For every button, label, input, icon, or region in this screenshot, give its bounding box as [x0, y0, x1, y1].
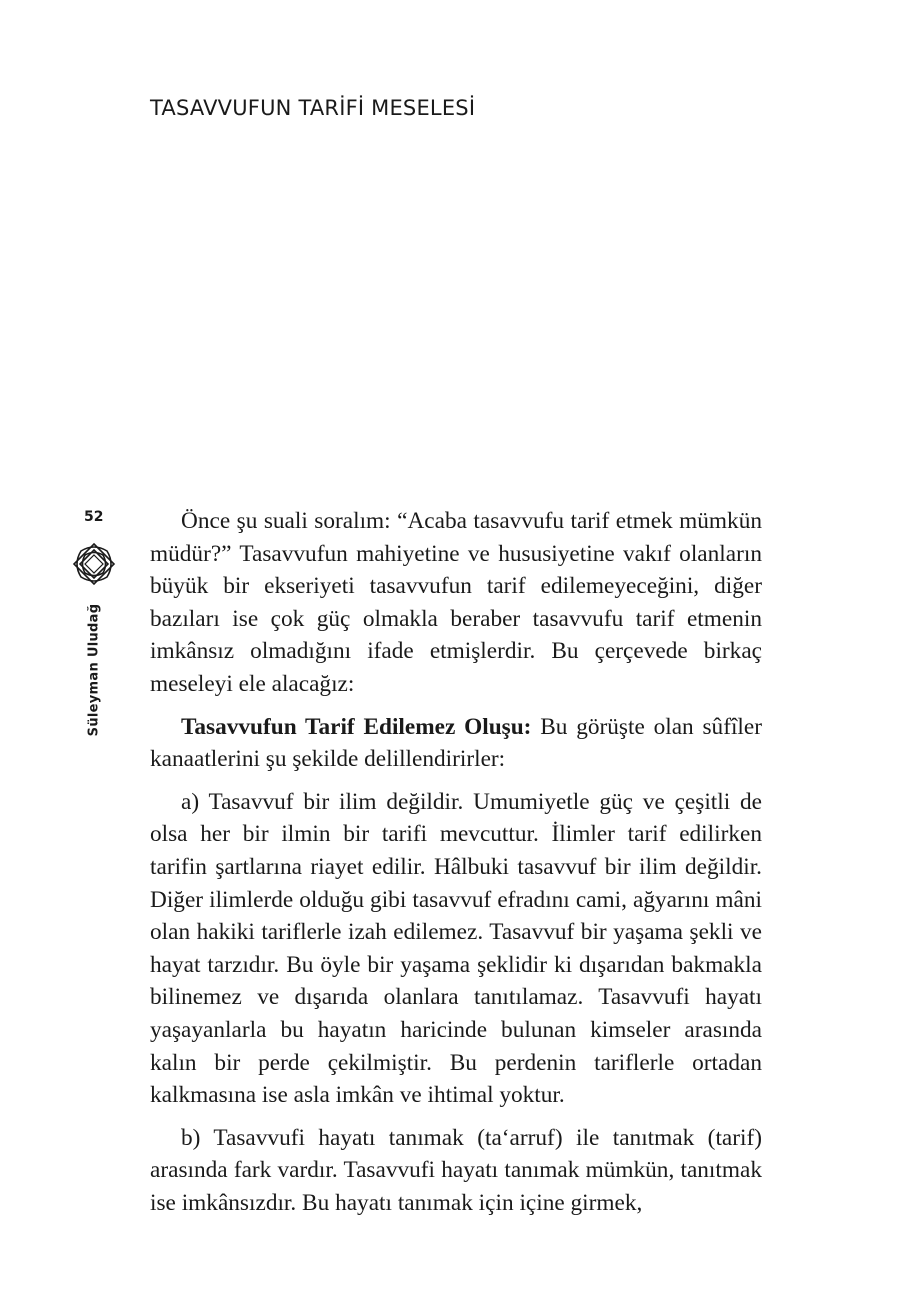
paragraph: Önce şu suali soralım: “Acaba tasavvufu tarif etmek mümkün müdür?” Tasavvufun mahiyetine ve hususiyetine vakıf olanların büyük bir ekseriyeti tasavvufun tarif edilemeyeceğini, diğer bazıları ise çok güç olmakla beraber tasavvufu tarif etmenin imkânsız olmadığını ifade etmişlerdir. Bu çerçevede birkaç meseleyi ele alacağız:	[150, 508, 762, 697]
paragraph: a) Tasavvuf bir ilim değildir. Umumiyetle güç ve çeşitli de olsa her bir ilmin bir tarifi mevcuttur. İlimler tarif edilirken tarifin şartlarına riayet edilir. Hâlbuki tasavvuf bir ilim değildir. Diğer ilimlerde olduğu gibi tasavvuf efradını cami, ağyarını mâni olan hakiki tariflerle izah edilemez. Tasavvuf bir yaşama şekli ve hayat tarzıdır. Bu öyle bir yaşama şeklidir ki dışarıdan bakmakla bilinemez ve dışarıda olanlara tanıtılamaz. Tasavvufi hayatı yaşayanlarla bu hayatın haricinde bulunan kimseler arasında kalın bir perde çekilmiştir. Bu perdenin tariflerle ortadan kalkmasına ise asla imkân ve ihtimal yoktur.	[150, 788, 762, 1109]
ornament-knot-icon	[71, 541, 117, 587]
author-name: Süleyman Uludağ	[86, 603, 102, 737]
paragraph	[150, 711, 762, 776]
body-text	[150, 505, 762, 1229]
paragraph: b) Tasavvufi hayatı tanımak (ta‘arruf) ile tanıtmak (tarif) arasında fark vardır. Tasavvufi hayatı tanımak mümkün, tanıtmak ise imkânsızdır. Bu hayatı tanımak için içine girmek,	[150, 1124, 762, 1216]
page-number: 52	[84, 509, 104, 525]
paragraph-lead: Tasavvufun Tarif Edilemez Oluşu:	[181, 713, 532, 740]
chapter-title: TASAVVUFUN TARİFİ MESELESİ	[150, 96, 476, 120]
paragraph-text: Bu görüşte olan sûfîler kanaatlerini şu şekilde delillendirirler:	[150, 713, 762, 773]
